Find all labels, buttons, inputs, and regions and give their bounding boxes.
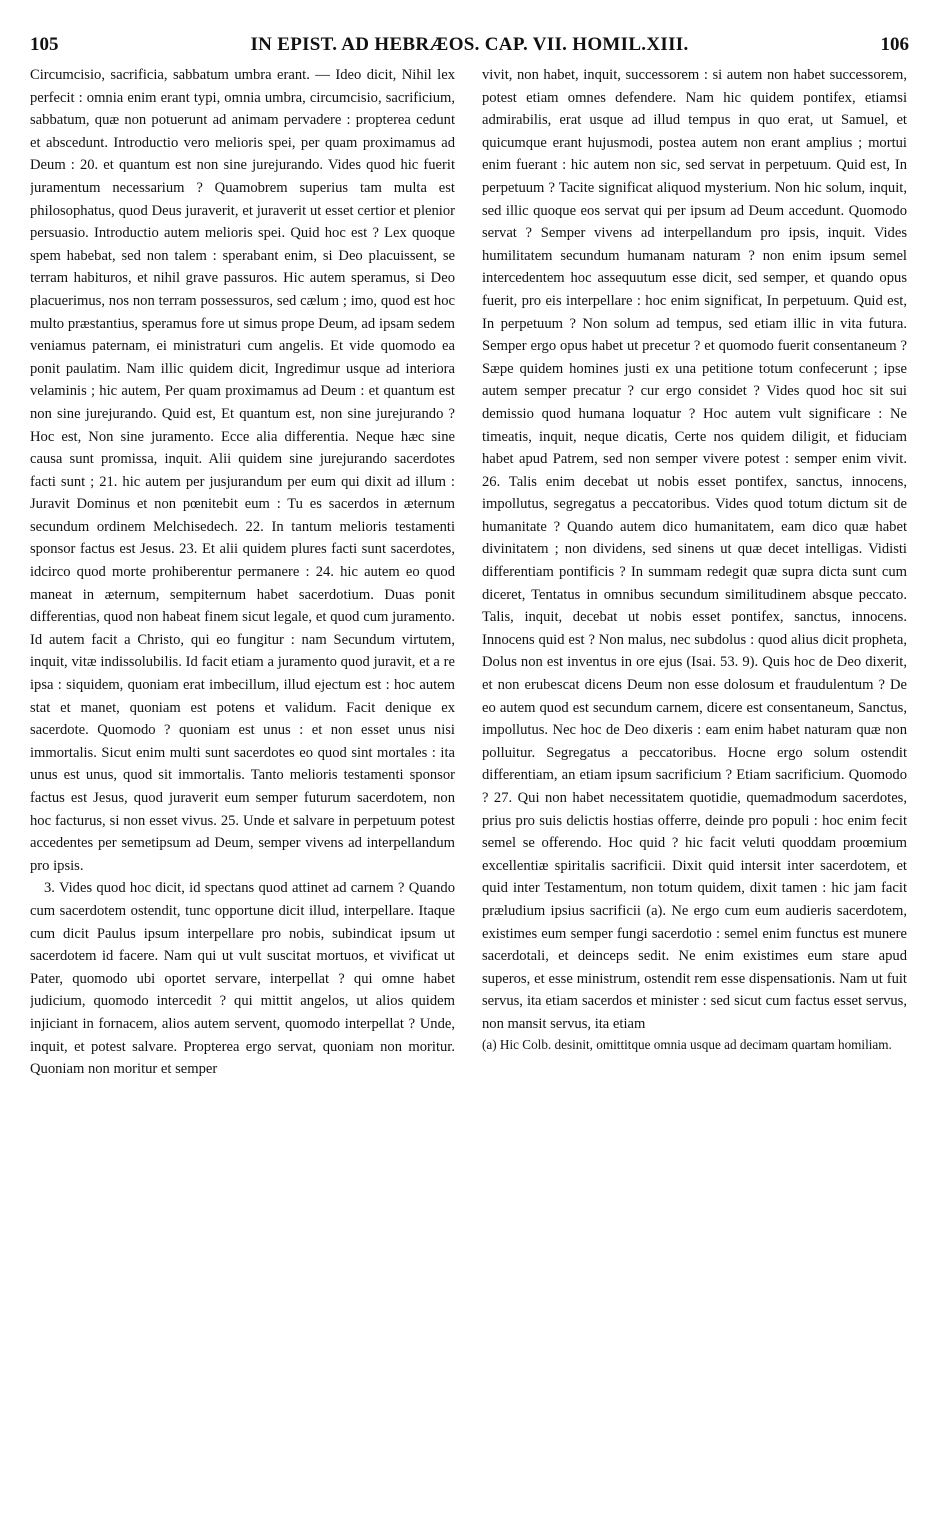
running-title: IN EPIST. AD HEBRÆOS. CAP. VII. HOMIL.XIII. [250, 34, 689, 55]
left-paragraph-2: 3. Vides quod hoc dicit, id spectans quod attinet ad carnem ? Quando cum sacerdotem ostendit, tunc opportune dicit illud, interpellare. Itaque cum dicit Paulus ipsum interpellare pro nobis, subindicat ipsum ut sacerdotem id facere. Nam qui ut vult suscitat mortuos, et vivificat ut Pater, quomodo ubi oportet servare, interpellat ? qui omne habet judicium, quomodo intercedit ? qui mittit angelos, ut alios quidem injiciant in fornacem, alios autem servent, quomodo interpellat ? Unde, inquit, et potest salvare. Propterea ergo servat, quoniam non moritur. Quoniam non moritur et semper [30, 880, 455, 1078]
left-paragraph-1: Circumcisio, sacrificia, sabbatum umbra erant. — Ideo dicit, Nihil lex perfecit : omnia enim erant typi, omnia umbra, circumcisio, sacrificium, sabbatum, quæ non potuerunt ad animam pervadere : propterea cedunt et abscedunt. Introductio vero melioris spei, per quam proximamus ad Deum : 20. et quantum est non sine jurejurando. Vides quod hic fuerit juramentum necessarium ? Quamobrem superius tam multa est philosophatus, quod Deus juraverit, et juraverit ut esset certior et plenior persuasio. Introductio autem melioris spei. Quid hoc est ? Lex quoque spem habebat, sed non talem : sperabant enim, si Deo placuissent, se terram habituros, et nihil grave passuros. Hic autem speramus, si Deo placuerimus, nos non terram possessuros, sed cælum ; imo, quod est hoc multo præstantius, speramus fore ut simus prope Deum, ad ipsam sedem veniamus paternam, ei ministraturi cum angelis. Et vide quomodo ea ponit paulatim. Nam illic quidem dicit, Ingredimur usque ad interiora velaminis ; hic autem, Per quam proximamus ad Deum : et quantum est non sine jurejurando. Quid est, Et quantum est, non sine jurejurando ? Hoc est, Non sine juramento. Ecce alia differentia. Neque hæc sine causa sunt promissa, inquit. Alii quidem sine jurejurando sacerdotes facti sunt ; 21. hic autem per jusjurandum per eum qui dixit ad illum : Juravit Dominus et non pœnitebit eum : Tu es sacerdos in æternum secundum ordinem Melchisedech. 22. In tantum melioris testamenti sponsor factus est Jesus. 23. Et alii quidem plures facti sunt sacerdotes, idcirco quod morte prohiberentur permanere : 24. hic autem eo quod maneat in æternum, sempiternum habet sacerdotium. Duas ponit differentias, quod non habeat finem sicut legale, et quod cum juramento. Id autem facit a Christo, qui eo fungitur : nam Secundum virtutem, inquit, vitæ indissolubilis. Id facit etiam a juramento quod juravit, et a re ipsa : siquidem, quoniam erat imbecillum, illud ejectum est : hoc autem stat et manet, quoniam est potens et validum. Facit denique ex sacerdote. Quomodo ? quoniam est unus : et non esset unus nisi immortalis. Sicut enim multi sunt sacerdotes eo quod sint mortales : ita unus est unus, quod sit immortalis. Tanto melioris testamenti sponsor factus est Jesus, quod juraverit eum semper futurum sacerdotem, non hoc facturus, si non esset vivus. 25. Unde et salvare in perpetuum potest accedentes per semetipsum ad Deum, semper vivens ad interpellandum pro ipsis. [30, 67, 455, 874]
footnote: (a) Hic Colb. desinit, omittitque omnia usque ad decimam quartam homiliam. [482, 1036, 892, 1052]
right-column [482, 64, 907, 1494]
right-page-number: 106 [880, 34, 909, 55]
right-paragraph-1: vivit, non habet, inquit, successorem : si autem non habet successorem, potest etiam omnes defendere. Nam hic quidem pontifex, etiamsi admirabilis, erat usque ad illud tempus in quo erat, ut Samuel, et quicumque erant hujusmodi, postea autem non erant amplius ; mortui enim fuerant : hic autem non sic, sed servat in perpetuum. Quid est, In perpetuum ? Tacite significat aliquod mysterium. Non hic solum, inquit, sed illic quoque eos servat qui per ipsum ad Deum accedunt. Quomodo servat ? Semper vivens ad interpellandum pro ipsis, inquit. Vides humilitatem secundum humanam naturam ? non enim ipsum semel intercedentem hoc assequutum esse dicit, sed semper, et quando opus fuerit, pro eis interpellare : hoc enim significat, In perpetuum. Quid est, In perpetuum ? Non solum ad tempus, sed etiam illic in vita futura. Semper ergo opus habet ut precetur ? et quomodo fuerit consentaneum ? Sæpe quidem homines justi ex una petitione totum confecerunt ; ipse autem semper precatur ? cur ergo considet ? Vides quod hoc sit sui demissio quod humana loquatur ? Hoc autem vult significare : Ne timeatis, inquit, neque dicatis, Certe nos quidem diligit, et fiduciam habet apud Patrem, sed non semper vivere potest : semper enim vivit. 26. Talis enim decebat ut nobis esset pontifex, sanctus, innocens, impollutus, segregatus a peccatoribus. Vides quod totum dictum sit de humanitate ? Quando autem dico humanitatem, eam dico quæ habet divinitatem ; non dividens, sed sinens ut quæ decet intelligas. Vidisti differentiam pontificis ? In summam redegit quæ supra dicta sunt cum diceret, Tentatus in omnibus secundum similitudinem absque peccato. Talis, inquit, decebat ut nobis esset pontifex, sanctus, innocens. Innocens quid est ? Non malus, nec subdolus : quod alius dicit propheta, Dolus non est inventus in ore ejus (Isai. 53. 9). Quis hoc de Deo dixerit, et non erubescat dicens Deum non esse dolosum et fraudulentum ? De eo autem quod est secundum carnem, dicere est consentaneum, Sanctus, impollutus. Nec hoc de Deo dixeris : eam enim habet naturam quæ non polluitur. Segregatus a peccatoribus. Hocne ergo solum ostendit differentiam, an etiam ipsum sacrificium ? Etiam sacrificium. Quomodo ? 27. Qui non habet necessitatem quotidie, quemadmodum sacerdotes, prius pro suis delictis hostias offerre, deinde pro populi : hoc enim fecit semel se offerendo. Hoc quid ? hic facit veluti quoddam proœmium excellentiæ spiritalis sacrificii. Dixit quid intersit inter sacerdotem, et quid inter Testamentum, non totum quidem, dixit tamen : hic jam facit præludium ipsius sacrificii (a). Ne ergo cum eum audieris sacerdotem, existimes eum semper fungi sacerdotio : semel enim functus est munere sacerdotali, et deinceps sedit. Ne enim existimes eum stare apud superos, et esse ministrum, ostendit rem esse dispensationis. Nam ut fuit servus, ita etiam sacerdos et minister : sed sicut cum factus esset servus, non mansit servus, ita etiam [482, 67, 907, 1032]
left-column [30, 64, 455, 1494]
running-header [30, 34, 909, 58]
left-page-number: 105 [30, 34, 59, 55]
